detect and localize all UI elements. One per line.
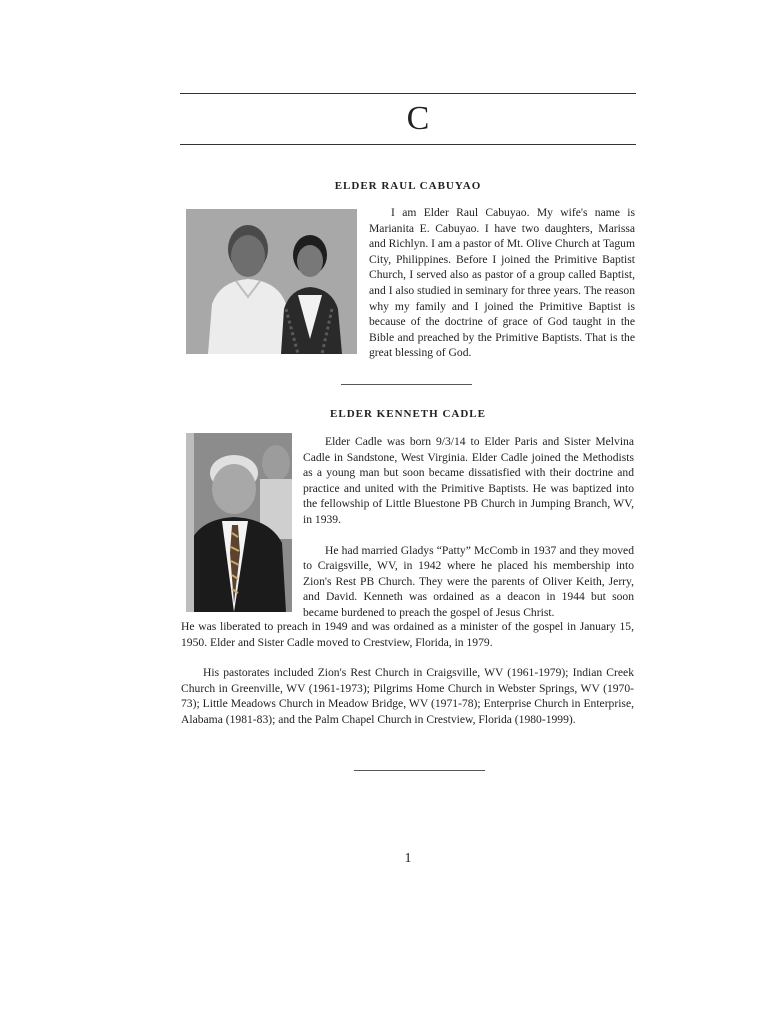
- paragraph: His pastorates included Zion's Rest Church in Craigsville, WV (1961-1979); Indian Creek Church in Greenville, WV (1961-1973); Pilgrims Home Church in Webster Springs, WV (1970-73); Little Meadows Church in Meadow Bridge, WV (1971-78); Enterprise Church in Enterprise, Alabama (1981-83); and the Palm Chapel Church in Crestview, Florida (1980-1999).: [181, 666, 634, 726]
- page-number: 1: [404, 851, 412, 866]
- cadle-portrait-photo: [186, 433, 292, 612]
- chapter-letter: C: [406, 100, 430, 137]
- top-rule: [180, 93, 636, 94]
- cabuyao-bio: [369, 205, 635, 361]
- cabuyao-couple-photo: [186, 209, 357, 354]
- cadle-bio-bottom: [181, 619, 634, 728]
- bottom-rule: [180, 144, 636, 145]
- paragraph: He was liberated to preach in 1949 and was ordained as a minister of the gospel in January 15, 1950. Elder and Sister Cadle moved to Crestview, Florida, in 1979.: [181, 620, 634, 649]
- section-heading-cabuyao: ELDER RAUL CABUYAO: [334, 180, 482, 192]
- paragraph: Elder Cadle was born 9/3/14 to Elder Paris and Sister Melvina Cadle in Sandstone, West Virginia. Elder Cadle joined the Methodists as a young man but soon became dissatisfied with their doctrine and practice and united with the Primitive Baptists. He was baptized into the fellowship of Little Bluestone PB Church in Jumping Branch, WV, in 1939.: [303, 435, 634, 526]
- portrait-photo-icon: [186, 433, 292, 612]
- cadle-bio-top: [303, 434, 634, 621]
- separator-line: [341, 384, 472, 385]
- separator-line: [354, 770, 485, 771]
- section-heading-cadle: ELDER KENNETH CADLE: [330, 408, 486, 420]
- paragraph: He had married Gladys “Patty” McComb in 1937 and they moved to Craigsville, WV, in 1942 where he placed his membership into Zion's Rest PB Church. They were the parents of Oliver Keith, Jerry, and David. Kenneth was ordained as a deacon in 1944 but soon became burdened to preach the gospel of Jesus Christ.: [303, 543, 634, 619]
- paragraph: I am Elder Raul Cabuyao. My wife's name is Marianita E. Cabuyao. I have two daughters, Marissa and Richlyn. I am a pastor of Mt. Olive Church at Tagum City, Philippines. Before I joined the Primitive Baptist Church, I served also as pastor of a group called Baptist, and I also studied in seminary for three years. The reason why my family and I joined the Primitive Baptist is because of the doctrine of grace of God taught in the Bible and preached by the Primitive Baptists. That is the great blessing of God.: [369, 206, 635, 360]
- couple-photo-icon: [186, 209, 357, 354]
